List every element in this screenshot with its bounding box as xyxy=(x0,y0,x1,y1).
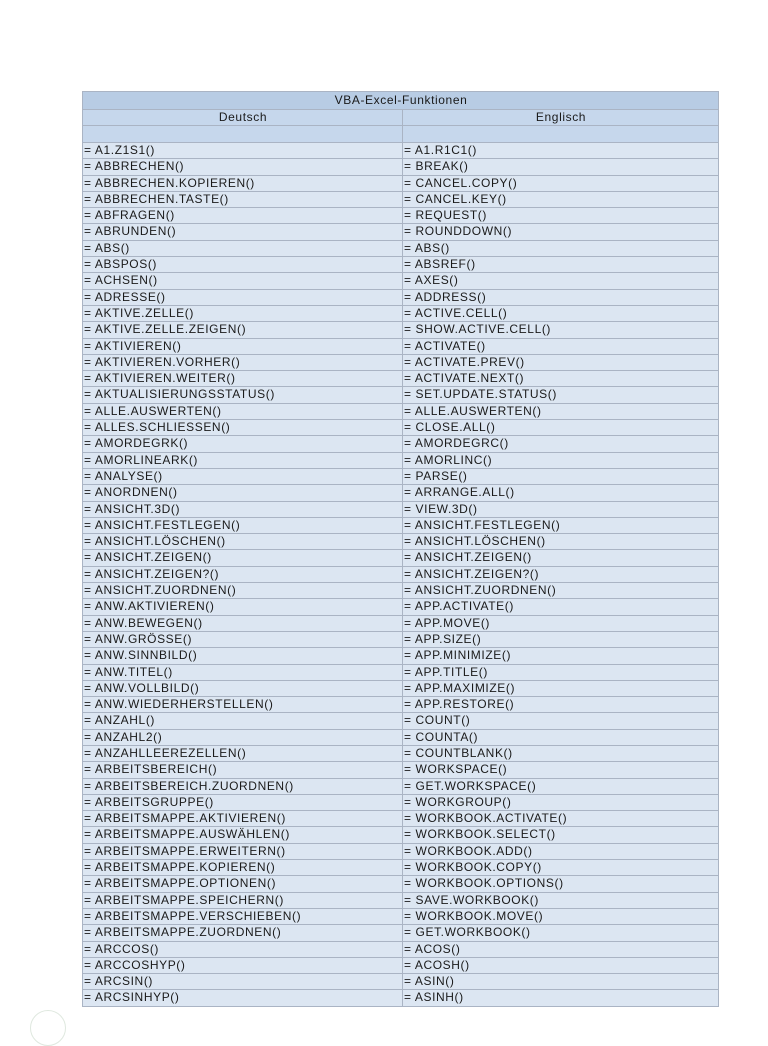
table-row xyxy=(83,860,719,876)
cell-englisch: = ALLE.AUSWERTEN() xyxy=(403,403,719,419)
cell-englisch: = COUNTBLANK() xyxy=(403,745,719,761)
table-row xyxy=(83,175,719,191)
cell-englisch: = ARRANGE.ALL() xyxy=(403,485,719,501)
cell-englisch: = ANSICHT.FESTLEGEN() xyxy=(403,517,719,533)
cell-deutsch: = ANSICHT.FESTLEGEN() xyxy=(83,517,403,533)
cell-deutsch: = ANW.BEWEGEN() xyxy=(83,615,403,631)
cell-deutsch: = AKTIVIEREN() xyxy=(83,338,403,354)
cell-englisch: = A1.R1C1() xyxy=(403,143,719,159)
cell-deutsch: = ALLE.AUSWERTEN() xyxy=(83,403,403,419)
table-row xyxy=(83,680,719,696)
column-header-englisch: Englisch xyxy=(403,110,719,126)
table-row xyxy=(83,338,719,354)
table-row xyxy=(83,452,719,468)
cell-englisch: = ACTIVE.CELL() xyxy=(403,305,719,321)
cell-englisch: = REQUEST() xyxy=(403,208,719,224)
table-title: VBA-Excel-Funktionen xyxy=(83,92,719,110)
cell-deutsch: = ANALYSE() xyxy=(83,468,403,484)
cell-englisch: = APP.TITLE() xyxy=(403,664,719,680)
column-header-row xyxy=(83,110,719,126)
cell-deutsch: = ARCCOSHYP() xyxy=(83,957,403,973)
cell-deutsch: = AMORLINEARK() xyxy=(83,452,403,468)
table-row xyxy=(83,305,719,321)
cell-englisch: = GET.WORKBOOK() xyxy=(403,925,719,941)
cell-englisch: = SAVE.WORKBOOK() xyxy=(403,892,719,908)
table-row xyxy=(83,843,719,859)
table-row xyxy=(83,322,719,338)
cell-deutsch: = ADRESSE() xyxy=(83,289,403,305)
table-row xyxy=(83,648,719,664)
table-row xyxy=(83,517,719,533)
cell-englisch: = GET.WORKSPACE() xyxy=(403,778,719,794)
empty-row xyxy=(83,126,719,143)
cell-deutsch: = ANSICHT.ZEIGEN() xyxy=(83,550,403,566)
table-row xyxy=(83,403,719,419)
column-header-deutsch: Deutsch xyxy=(83,110,403,126)
table-row xyxy=(83,615,719,631)
table-row xyxy=(83,908,719,924)
table-row xyxy=(83,876,719,892)
cell-deutsch: = ABS() xyxy=(83,240,403,256)
cell-deutsch: = ANSICHT.3D() xyxy=(83,501,403,517)
cell-deutsch: = AKTIVE.ZELLE() xyxy=(83,305,403,321)
cell-englisch: = APP.MINIMIZE() xyxy=(403,648,719,664)
cell-deutsch: = ARCSIN() xyxy=(83,974,403,990)
function-table-container xyxy=(82,91,718,1007)
cell-englisch: = ANSICHT.LÖSCHEN() xyxy=(403,534,719,550)
table-row xyxy=(83,208,719,224)
cell-deutsch: = AKTIVE.ZELLE.ZEIGEN() xyxy=(83,322,403,338)
table-row xyxy=(83,827,719,843)
cell-englisch: = WORKBOOK.SELECT() xyxy=(403,827,719,843)
cell-englisch: = SHOW.ACTIVE.CELL() xyxy=(403,322,719,338)
cell-englisch: = ASIN() xyxy=(403,974,719,990)
table-row xyxy=(83,534,719,550)
table-row xyxy=(83,599,719,615)
cell-deutsch: = ARCSINHYP() xyxy=(83,990,403,1006)
cell-deutsch: = ANW.VOLLBILD() xyxy=(83,680,403,696)
table-row xyxy=(83,990,719,1006)
table-row xyxy=(83,224,719,240)
table-row xyxy=(83,371,719,387)
table-row xyxy=(83,289,719,305)
empty-cell xyxy=(83,126,403,143)
table-row xyxy=(83,745,719,761)
cell-englisch: = APP.RESTORE() xyxy=(403,697,719,713)
table-row xyxy=(83,892,719,908)
cell-deutsch: = ARBEITSBEREICH.ZUORDNEN() xyxy=(83,778,403,794)
cell-englisch: = ACTIVATE() xyxy=(403,338,719,354)
cell-englisch: = VIEW.3D() xyxy=(403,501,719,517)
table-row xyxy=(83,387,719,403)
table-row xyxy=(83,941,719,957)
cell-englisch: = SET.UPDATE.STATUS() xyxy=(403,387,719,403)
cell-deutsch: = ARBEITSMAPPE.VERSCHIEBEN() xyxy=(83,908,403,924)
cell-deutsch: = ANZAHLLEEREZELLEN() xyxy=(83,745,403,761)
cell-deutsch: = ABBRECHEN.TASTE() xyxy=(83,191,403,207)
cell-englisch: = AMORDEGRC() xyxy=(403,436,719,452)
cell-deutsch: = ARBEITSMAPPE.KOPIEREN() xyxy=(83,860,403,876)
cell-englisch: = APP.ACTIVATE() xyxy=(403,599,719,615)
table-row xyxy=(83,143,719,159)
cell-englisch: = ROUNDDOWN() xyxy=(403,224,719,240)
table-row xyxy=(83,191,719,207)
cell-englisch: = COUNT() xyxy=(403,713,719,729)
table-row xyxy=(83,811,719,827)
cell-deutsch: = ABBRECHEN() xyxy=(83,159,403,175)
table-row xyxy=(83,974,719,990)
table-row xyxy=(83,159,719,175)
table-row xyxy=(83,436,719,452)
table-row xyxy=(83,925,719,941)
cell-deutsch: = ABFRAGEN() xyxy=(83,208,403,224)
cell-deutsch: = ARBEITSMAPPE.AKTIVIEREN() xyxy=(83,811,403,827)
table-row xyxy=(83,778,719,794)
table-row xyxy=(83,485,719,501)
empty-cell xyxy=(403,126,719,143)
cell-englisch: = PARSE() xyxy=(403,468,719,484)
cell-deutsch: = ACHSEN() xyxy=(83,273,403,289)
cell-englisch: = ANSICHT.ZUORDNEN() xyxy=(403,583,719,599)
cell-deutsch: = ARBEITSMAPPE.OPTIONEN() xyxy=(83,876,403,892)
cell-englisch: = ACTIVATE.PREV() xyxy=(403,354,719,370)
cell-deutsch: = ANSICHT.ZEIGEN?() xyxy=(83,566,403,582)
table-row xyxy=(83,420,719,436)
cell-deutsch: = ARBEITSBEREICH() xyxy=(83,762,403,778)
cell-deutsch: = ABSPOS() xyxy=(83,257,403,273)
cell-englisch: = AMORLINC() xyxy=(403,452,719,468)
table-row xyxy=(83,697,719,713)
cell-deutsch: = ANW.AKTIVIEREN() xyxy=(83,599,403,615)
table-row xyxy=(83,257,719,273)
cell-englisch: = WORKBOOK.OPTIONS() xyxy=(403,876,719,892)
cell-deutsch: = AKTIVIEREN.WEITER() xyxy=(83,371,403,387)
cell-deutsch: = ANW.TITEL() xyxy=(83,664,403,680)
cell-deutsch: = ARBEITSMAPPE.ERWEITERN() xyxy=(83,843,403,859)
cell-englisch: = ASINH() xyxy=(403,990,719,1006)
cell-deutsch: = ARCCOS() xyxy=(83,941,403,957)
table-row xyxy=(83,631,719,647)
cell-deutsch: = ANW.GRÖSSE() xyxy=(83,631,403,647)
cell-deutsch: = ANORDNEN() xyxy=(83,485,403,501)
table-row xyxy=(83,468,719,484)
cell-englisch: = APP.MAXIMIZE() xyxy=(403,680,719,696)
cell-englisch: = WORKSPACE() xyxy=(403,762,719,778)
watermark-logo-icon xyxy=(30,1010,66,1046)
cell-deutsch: = AMORDEGRK() xyxy=(83,436,403,452)
cell-englisch: = CANCEL.COPY() xyxy=(403,175,719,191)
cell-deutsch: = ALLES.SCHLIESSEN() xyxy=(83,420,403,436)
table-row xyxy=(83,713,719,729)
cell-deutsch: = ANW.WIEDERHERSTELLEN() xyxy=(83,697,403,713)
cell-englisch: = BREAK() xyxy=(403,159,719,175)
cell-englisch: = COUNTA() xyxy=(403,729,719,745)
cell-englisch: = ABS() xyxy=(403,240,719,256)
cell-englisch: = ACOS() xyxy=(403,941,719,957)
cell-deutsch: = AKTUALISIERUNGSSTATUS() xyxy=(83,387,403,403)
table-row xyxy=(83,583,719,599)
cell-englisch: = CLOSE.ALL() xyxy=(403,420,719,436)
cell-englisch: = APP.MOVE() xyxy=(403,615,719,631)
cell-englisch: = ADDRESS() xyxy=(403,289,719,305)
cell-deutsch: = ABBRECHEN.KOPIEREN() xyxy=(83,175,403,191)
cell-englisch: = CANCEL.KEY() xyxy=(403,191,719,207)
cell-deutsch: = ARBEITSMAPPE.ZUORDNEN() xyxy=(83,925,403,941)
cell-englisch: = ANSICHT.ZEIGEN() xyxy=(403,550,719,566)
cell-englisch: = APP.SIZE() xyxy=(403,631,719,647)
cell-englisch: = ANSICHT.ZEIGEN?() xyxy=(403,566,719,582)
table-row xyxy=(83,566,719,582)
cell-englisch: = ABSREF() xyxy=(403,257,719,273)
cell-englisch: = ACOSH() xyxy=(403,957,719,973)
cell-deutsch: = A1.Z1S1() xyxy=(83,143,403,159)
table-row xyxy=(83,729,719,745)
table-row xyxy=(83,240,719,256)
table-row xyxy=(83,273,719,289)
table-row xyxy=(83,794,719,810)
table-row xyxy=(83,354,719,370)
vba-excel-function-table xyxy=(82,91,719,1007)
cell-deutsch: = ANSICHT.LÖSCHEN() xyxy=(83,534,403,550)
cell-deutsch: = ANW.SINNBILD() xyxy=(83,648,403,664)
cell-deutsch: = AKTIVIEREN.VORHER() xyxy=(83,354,403,370)
cell-englisch: = WORKBOOK.MOVE() xyxy=(403,908,719,924)
table-row xyxy=(83,664,719,680)
table-row xyxy=(83,550,719,566)
table-row xyxy=(83,501,719,517)
cell-deutsch: = ARBEITSGRUPPE() xyxy=(83,794,403,810)
cell-deutsch: = ANZAHL() xyxy=(83,713,403,729)
cell-englisch: = WORKBOOK.ACTIVATE() xyxy=(403,811,719,827)
cell-englisch: = WORKBOOK.ADD() xyxy=(403,843,719,859)
cell-deutsch: = ARBEITSMAPPE.AUSWÄHLEN() xyxy=(83,827,403,843)
cell-deutsch: = ANSICHT.ZUORDNEN() xyxy=(83,583,403,599)
cell-englisch: = ACTIVATE.NEXT() xyxy=(403,371,719,387)
cell-englisch: = WORKBOOK.COPY() xyxy=(403,860,719,876)
cell-deutsch: = ANZAHL2() xyxy=(83,729,403,745)
cell-deutsch: = ABRUNDEN() xyxy=(83,224,403,240)
table-row xyxy=(83,957,719,973)
table-row xyxy=(83,762,719,778)
cell-deutsch: = ARBEITSMAPPE.SPEICHERN() xyxy=(83,892,403,908)
table-title-row xyxy=(83,92,719,110)
cell-englisch: = WORKGROUP() xyxy=(403,794,719,810)
cell-englisch: = AXES() xyxy=(403,273,719,289)
